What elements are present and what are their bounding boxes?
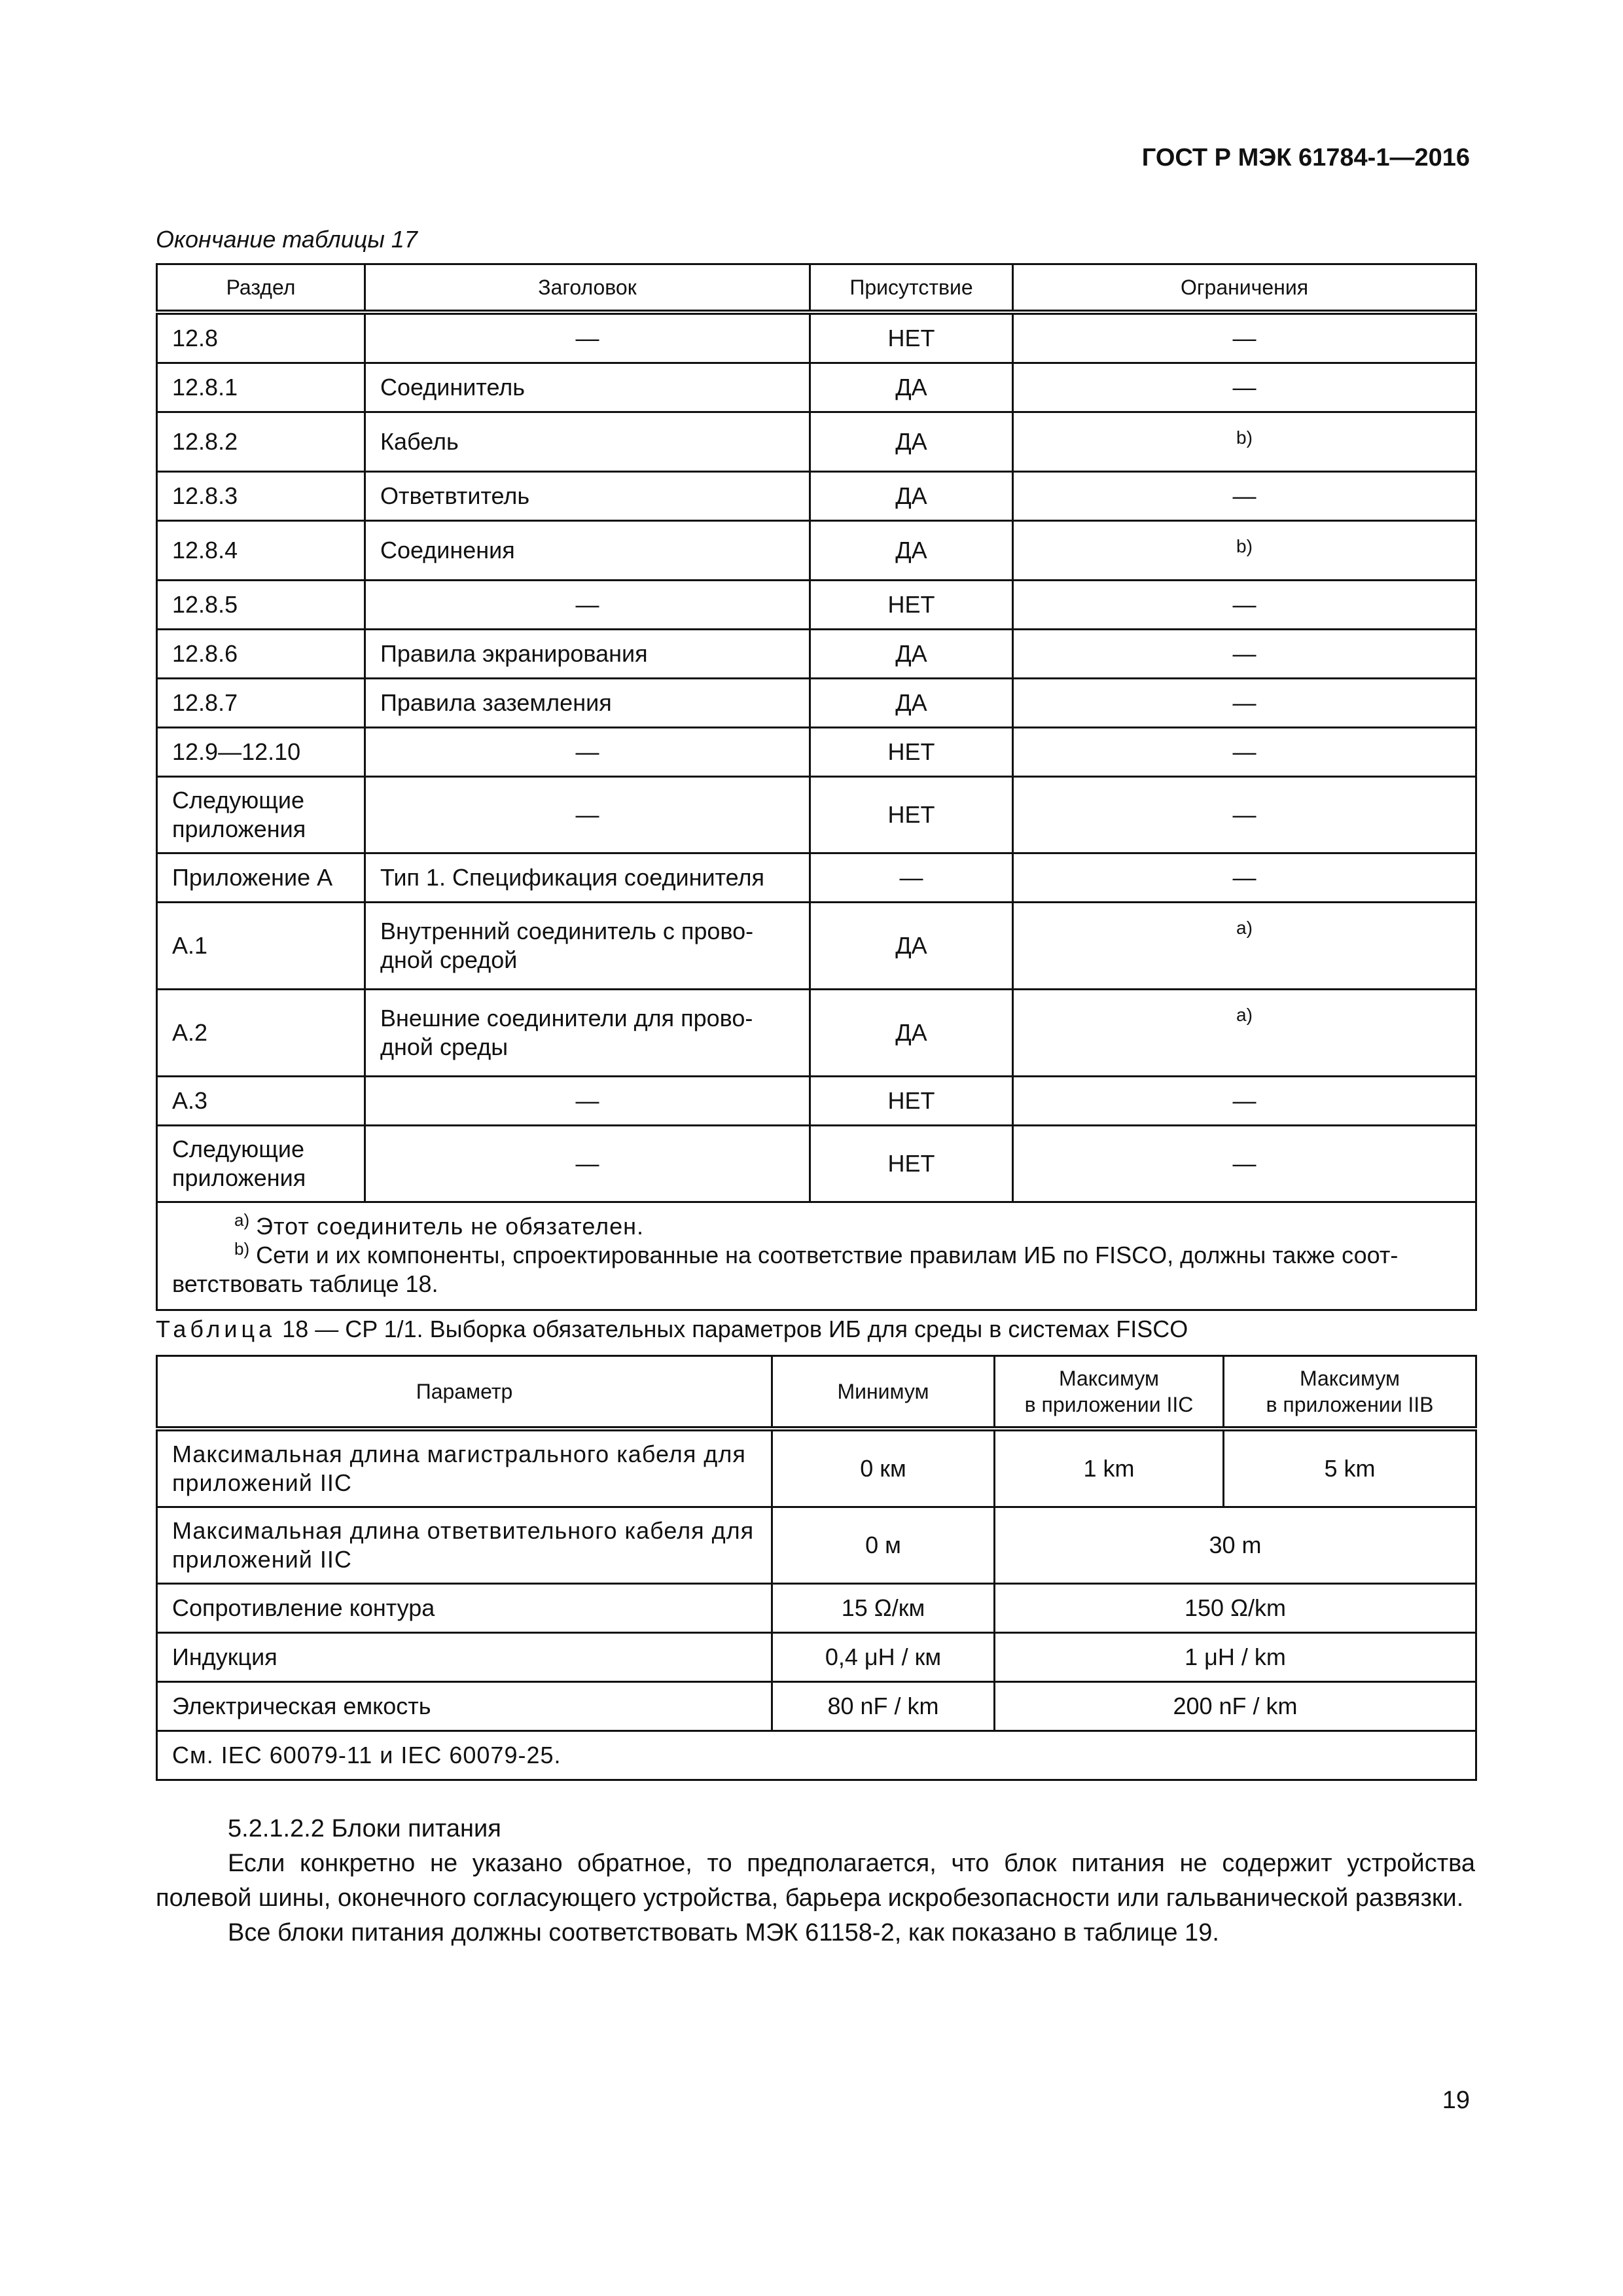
footnote-text: Сети и их компоненты, спроектированные на соответствие правилам ИБ по FISCO, должны также соот- bbox=[256, 1242, 1399, 1268]
table-row bbox=[157, 1633, 1476, 1682]
cell-presence: НЕТ bbox=[810, 1077, 1013, 1126]
cell-parameter: Сопротивление контура bbox=[157, 1584, 772, 1633]
table-label: Таблица bbox=[156, 1316, 276, 1342]
cell-presence: ДА bbox=[810, 521, 1013, 581]
cell-restrictions: — bbox=[1013, 1077, 1476, 1126]
table-18-title bbox=[156, 1316, 1188, 1343]
cell-restrictions: — bbox=[1013, 679, 1476, 728]
cell-presence: НЕТ bbox=[810, 312, 1013, 363]
table-row bbox=[157, 990, 1476, 1077]
cell-title: Правила экранирования bbox=[365, 630, 810, 679]
cell-section: 12.8.1 bbox=[157, 363, 365, 412]
cell-max-iib: 5 km bbox=[1224, 1429, 1476, 1507]
cell-title: — bbox=[365, 581, 810, 630]
cell-restrictions: — bbox=[1013, 728, 1476, 777]
cell-min: 0 км bbox=[772, 1429, 995, 1507]
section-heading: 5.2.1.2.2 Блоки питания bbox=[228, 1815, 501, 1842]
cell-presence: НЕТ bbox=[810, 777, 1013, 853]
cell-restrictions: — bbox=[1013, 312, 1476, 363]
cell-restrictions: — bbox=[1013, 363, 1476, 412]
cell-title: Ответвтитель bbox=[365, 472, 810, 521]
table-row bbox=[157, 1507, 1476, 1584]
table-row bbox=[157, 412, 1476, 472]
table-row bbox=[157, 312, 1476, 363]
cell-section: 12.8.2 bbox=[157, 412, 365, 472]
cell-max: 30 m bbox=[995, 1507, 1476, 1584]
table-row bbox=[157, 679, 1476, 728]
table-row bbox=[157, 728, 1476, 777]
cell-section: 12.9—12.10 bbox=[157, 728, 365, 777]
header-line: Максимум bbox=[1299, 1367, 1400, 1390]
column-header: Присутствие bbox=[810, 264, 1013, 313]
table-row bbox=[157, 472, 1476, 521]
table-row bbox=[157, 1126, 1476, 1202]
cell-parameter: Максимальная длина ответвительного кабеля для приложений IIC bbox=[157, 1507, 772, 1584]
cell-max-iic: 1 km bbox=[995, 1429, 1224, 1507]
header-line: Максимум bbox=[1058, 1367, 1160, 1390]
footnote-b bbox=[172, 1241, 1461, 1270]
paragraph: Если конкретно не указано обратное, то предполагается, что блок питания не содержит устройства полевой шины, оконечного согласующего устройства, барьера искробезопасности или гальванической развязки. bbox=[156, 1850, 1475, 1912]
table-row bbox=[157, 1584, 1476, 1633]
cell-title: Внутренний соединитель с прово-дной средой bbox=[365, 903, 810, 990]
cell-presence: ДА bbox=[810, 679, 1013, 728]
table-note: См. IEC 60079-11 и IEC 60079-25. bbox=[157, 1731, 1476, 1780]
cell-presence: ДА bbox=[810, 903, 1013, 990]
cell-restrictions: — bbox=[1013, 581, 1476, 630]
cell-section: 12.8 bbox=[157, 312, 365, 363]
cell-title: — bbox=[365, 312, 810, 363]
paragraph: Все блоки питания должны соответствовать МЭК 61158-2, как показано в таблице 19. bbox=[228, 1919, 1219, 1946]
table-row bbox=[157, 777, 1476, 853]
section-text bbox=[156, 1812, 1475, 1950]
cell-presence: НЕТ bbox=[810, 1126, 1013, 1202]
header-line: в приложении IIB bbox=[1266, 1393, 1434, 1416]
cell-restrictions: — bbox=[1013, 853, 1476, 903]
column-header: Параметр bbox=[157, 1356, 772, 1429]
footnote-text: Этот соединитель не обязателен. bbox=[256, 1213, 645, 1240]
column-header: Минимум bbox=[772, 1356, 995, 1429]
column-header: Раздел bbox=[157, 264, 365, 313]
column-header bbox=[995, 1356, 1224, 1429]
cell-title: Правила заземления bbox=[365, 679, 810, 728]
cell-title: Внешние соединители для прово-дной среды bbox=[365, 990, 810, 1077]
footnote-mark: a) bbox=[234, 1210, 250, 1230]
cell-title: — bbox=[365, 777, 810, 853]
table-row bbox=[157, 1682, 1476, 1731]
footnote-mark: b) bbox=[234, 1239, 250, 1259]
cell-section: Следующие приложения bbox=[157, 1126, 365, 1202]
cell-presence: ДА bbox=[810, 630, 1013, 679]
cell-section: 12.8.4 bbox=[157, 521, 365, 581]
cell-presence: ДА bbox=[810, 990, 1013, 1077]
cell-section: А.2 bbox=[157, 990, 365, 1077]
cell-section: Следующие приложения bbox=[157, 777, 365, 853]
table-row bbox=[157, 853, 1476, 903]
table-footnotes bbox=[157, 1202, 1476, 1310]
table-row bbox=[157, 903, 1476, 990]
table-header-row bbox=[157, 264, 1476, 313]
cell-min: 80 nF / km bbox=[772, 1682, 995, 1731]
cell-section: А.1 bbox=[157, 903, 365, 990]
header-line: в приложении IIC bbox=[1024, 1393, 1194, 1416]
footnote-b-continued: ветствовать таблице 18. bbox=[172, 1270, 438, 1297]
cell-restrictions: — bbox=[1013, 630, 1476, 679]
table-note-row bbox=[157, 1731, 1476, 1780]
cell-title: Соединения bbox=[365, 521, 810, 581]
cell-parameter: Максимальная длина магистрального кабеля для приложений IIC bbox=[157, 1429, 772, 1507]
cell-max: 1 μH / km bbox=[995, 1633, 1476, 1682]
cell-title: Кабель bbox=[365, 412, 810, 472]
cell-presence: ДА bbox=[810, 363, 1013, 412]
cell-parameter: Индукция bbox=[157, 1633, 772, 1682]
cell-title: Соединитель bbox=[365, 363, 810, 412]
cell-title: — bbox=[365, 1077, 810, 1126]
table-footnotes-row bbox=[157, 1202, 1476, 1310]
cell-min: 0 м bbox=[772, 1507, 995, 1584]
column-header bbox=[1224, 1356, 1476, 1429]
cell-section: А.3 bbox=[157, 1077, 365, 1126]
cell-title: — bbox=[365, 1126, 810, 1202]
table-row bbox=[157, 521, 1476, 581]
cell-restrictions: — bbox=[1013, 472, 1476, 521]
table-18 bbox=[156, 1355, 1477, 1781]
cell-presence: НЕТ bbox=[810, 728, 1013, 777]
cell-section: 12.8.5 bbox=[157, 581, 365, 630]
cell-restrictions: a) bbox=[1013, 903, 1476, 990]
cell-presence: ДА bbox=[810, 412, 1013, 472]
cell-section: 12.8.7 bbox=[157, 679, 365, 728]
document-code: ГОСТ Р МЭК 61784-1—2016 bbox=[1141, 144, 1470, 171]
cell-max: 200 nF / km bbox=[995, 1682, 1476, 1731]
cell-title: — bbox=[365, 728, 810, 777]
page-number: 19 bbox=[1442, 2087, 1470, 2114]
cell-min: 0,4 μH / км bbox=[772, 1633, 995, 1682]
cell-section: Приложение А bbox=[157, 853, 365, 903]
cell-restrictions: b) bbox=[1013, 521, 1476, 581]
cell-presence: НЕТ bbox=[810, 581, 1013, 630]
cell-presence: — bbox=[810, 853, 1013, 903]
table-header-row bbox=[157, 1356, 1476, 1429]
cell-section: 12.8.3 bbox=[157, 472, 365, 521]
column-header: Заголовок bbox=[365, 264, 810, 313]
table-title-text: 18 — CP 1/1. Выборка обязательных параметров ИБ для среды в системах FISCO bbox=[282, 1316, 1188, 1342]
table-row bbox=[157, 1077, 1476, 1126]
cell-restrictions: — bbox=[1013, 777, 1476, 853]
cell-restrictions: b) bbox=[1013, 412, 1476, 472]
cell-title: Тип 1. Спецификация соединителя bbox=[365, 853, 810, 903]
table-row bbox=[157, 363, 1476, 412]
cell-restrictions: a) bbox=[1013, 990, 1476, 1077]
table-row bbox=[157, 581, 1476, 630]
cell-max: 150 Ω/km bbox=[995, 1584, 1476, 1633]
table-row bbox=[157, 630, 1476, 679]
table-17-caption: Окончание таблицы 17 bbox=[156, 226, 418, 253]
table-row bbox=[157, 1429, 1476, 1507]
cell-parameter: Электрическая емкость bbox=[157, 1682, 772, 1731]
cell-section: 12.8.6 bbox=[157, 630, 365, 679]
cell-restrictions: — bbox=[1013, 1126, 1476, 1202]
footnote-a bbox=[172, 1212, 1461, 1241]
column-header: Ограничения bbox=[1013, 264, 1476, 313]
table-17 bbox=[156, 263, 1477, 1311]
cell-min: 15 Ω/км bbox=[772, 1584, 995, 1633]
cell-presence: ДА bbox=[810, 472, 1013, 521]
